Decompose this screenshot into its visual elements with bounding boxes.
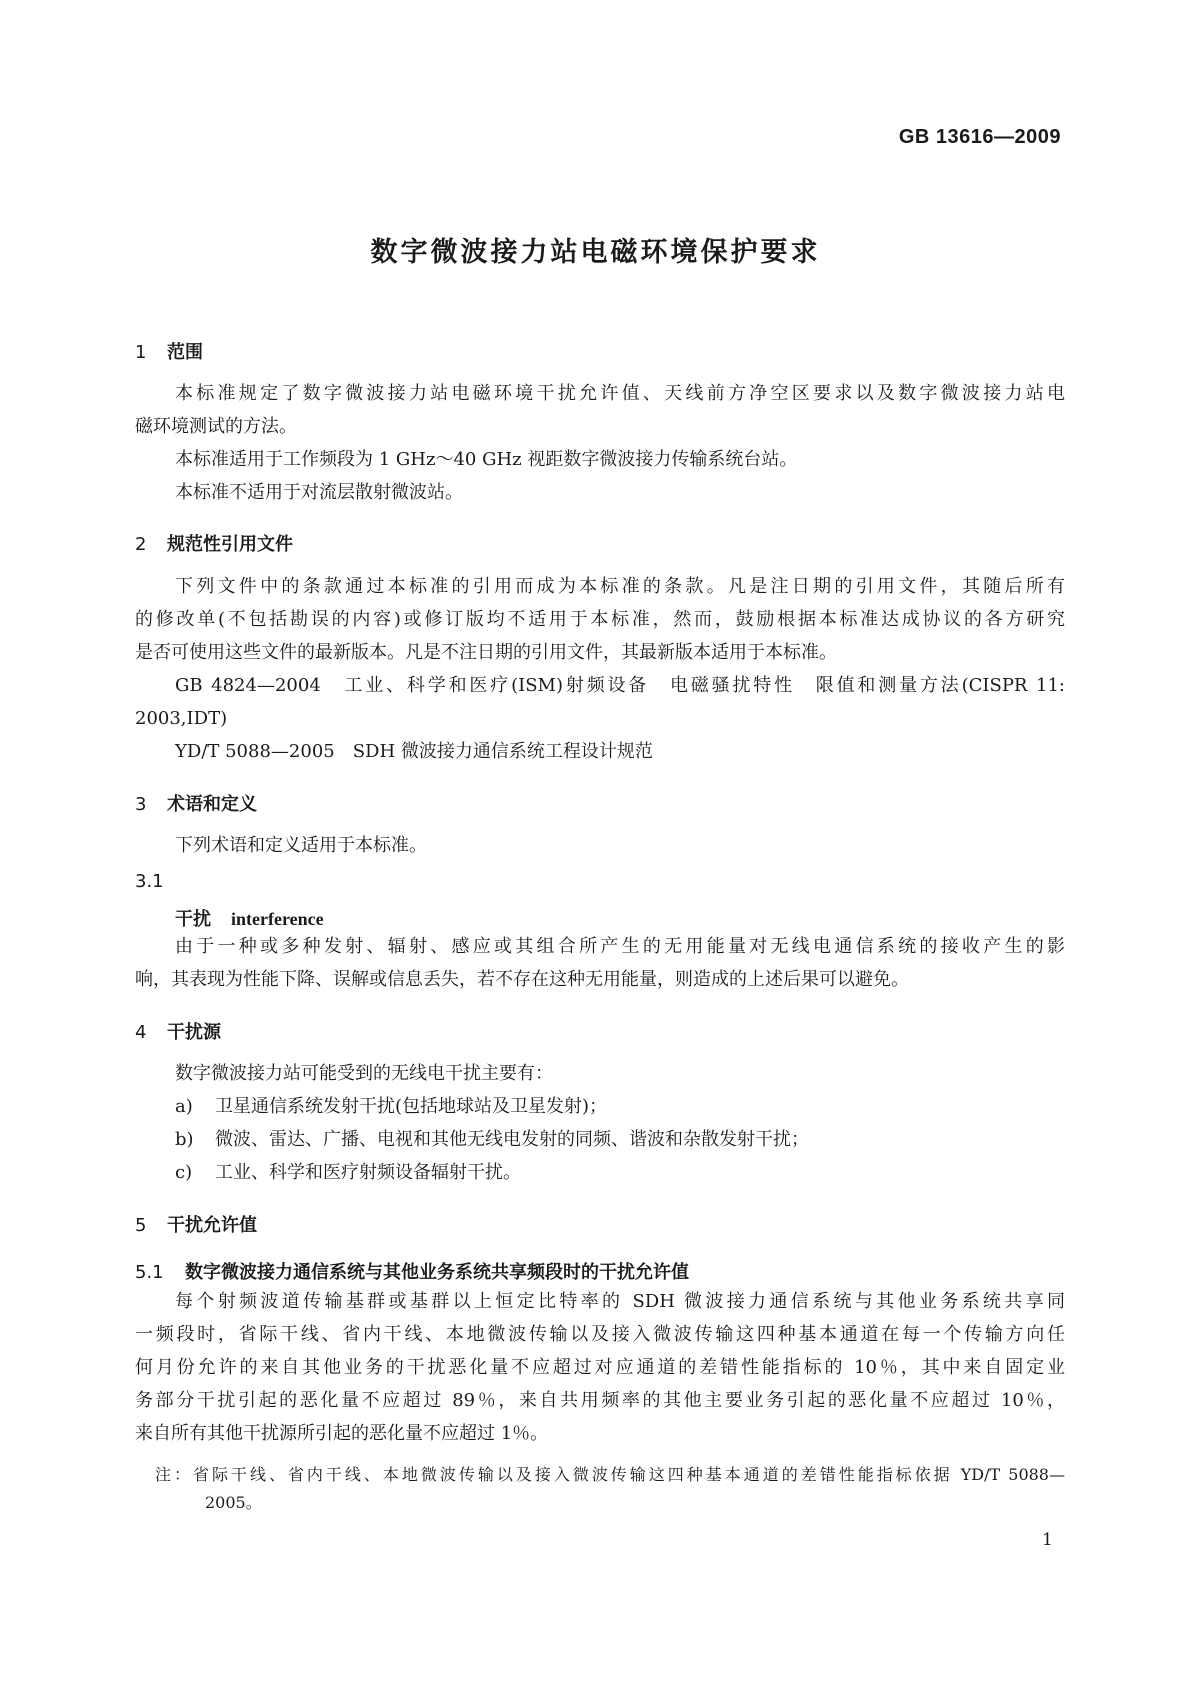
- definition-line: 由于一种或多种发射、辐射、感应或其组合所产生的无用能量对无线电通信系统的接收产生的影: [175, 936, 1065, 957]
- subsection-5-1-heading: [135, 1258, 689, 1284]
- list-item-text: 工业、科学和医疗射频设备辐射干扰。: [215, 1162, 521, 1183]
- list-item-text: 微波、雷达、广播、电视和其他无线电发射的同频、谐波和杂散发射干扰；: [215, 1129, 809, 1150]
- section-number: 1: [135, 342, 147, 363]
- paragraph-line: 下列文件中的条款通过本标准的引用而成为本标准的条款。凡是注日期的引用文件，其随后所有: [175, 576, 1065, 597]
- section-title: 干扰允许值: [167, 1215, 257, 1236]
- standard-code: GB 13616—2009: [898, 126, 1061, 148]
- note-line: 注：省际干线、省内干线、本地微波传输以及接入微波传输这四种基本通道的差错性能指标依据 YD/T 5088—: [155, 1465, 1065, 1484]
- subsection-number: 5.1: [135, 1262, 164, 1283]
- paragraph-line: 何月份允许的来自其他业务的干扰恶化量不应超过对应通道的差错性能指标的 10％，其中来自固定业: [135, 1357, 1065, 1378]
- paragraph: 本标准适用于工作频段为 1 GHz～40 GHz 视距数字微波接力传输系统台站。: [175, 449, 798, 470]
- note-line: 2005。: [205, 1493, 262, 1512]
- section-1-heading: [135, 338, 203, 364]
- list-item-text: 卫星通信系统发射干扰(包括地球站及卫星发射)；: [215, 1096, 608, 1117]
- reference-line: 2003,IDT): [135, 708, 228, 729]
- page-number: 1: [1042, 1530, 1053, 1550]
- section-3-heading: [135, 790, 257, 816]
- list-item: [175, 1098, 607, 1116]
- section-title: 规范性引用文件: [167, 534, 293, 555]
- list-item-label: a): [175, 1096, 193, 1117]
- paragraph-line: 每个射频波道传输基群或基群以上恒定比特率的 SDH 微波接力通信系统与其他业务系统共享同: [175, 1291, 1065, 1312]
- document-title: 数字微波接力站电磁环境保护要求: [370, 237, 821, 268]
- subsection-title: 数字微波接力通信系统与其他业务系统共享频段时的干扰允许值: [185, 1262, 689, 1283]
- section-2-heading: [135, 530, 293, 556]
- section-title: 干扰源: [167, 1022, 221, 1043]
- list-item-label: b): [175, 1129, 194, 1150]
- paragraph-line: 磁环境测试的方法。: [135, 416, 297, 437]
- section-4-heading: [135, 1018, 221, 1044]
- section-title: 术语和定义: [167, 794, 257, 815]
- reference-line: GB 4824—2004 工业、科学和医疗(ISM)射频设备 电磁骚扰特性 限值和测量方法(CISPR 11:: [175, 675, 1065, 696]
- section-number: 4: [135, 1022, 147, 1043]
- term-chinese: 干扰: [175, 909, 211, 930]
- definition-line: 响，其表现为性能下降、误解或信息丢失，若不存在这种无用能量，则造成的上述后果可以避免。: [135, 969, 909, 990]
- section-5-heading: [135, 1211, 257, 1237]
- list-item-label: c): [175, 1162, 193, 1183]
- paragraph: 下列术语和定义适用于本标准。: [175, 835, 427, 856]
- paragraph: 本标准不适用于对流层散射微波站。: [175, 482, 463, 503]
- section-number: 2: [135, 534, 147, 555]
- list-item: [175, 1131, 809, 1149]
- reference-line: YD/T 5088—2005 SDH 微波接力通信系统工程设计规范: [175, 741, 653, 762]
- paragraph: 数字微波接力站可能受到的无线电干扰主要有：: [175, 1063, 553, 1084]
- section-number: 5: [135, 1215, 147, 1236]
- paragraph-line: 是否可使用这些文件的最新版本。凡是不注日期的引用文件，其最新版本适用于本标准。: [135, 642, 837, 663]
- paragraph-line: 本标准规定了数字微波接力站电磁环境干扰允许值、天线前方净空区要求以及数字微波接力站电: [175, 383, 1065, 404]
- list-item: [175, 1164, 521, 1182]
- term-english: interference: [231, 909, 324, 929]
- paragraph-line: 来自所有其他干扰源所引起的恶化量不应超过 1％。: [135, 1423, 549, 1444]
- section-number: 3: [135, 794, 147, 815]
- term-heading: [175, 905, 324, 931]
- subsection-number: 3.1: [135, 871, 164, 892]
- paragraph-line: 的修改单(不包括勘误的内容)或修订版均不适用于本标准，然而，鼓励根据本标准达成协议的各方研究: [135, 609, 1065, 630]
- section-title: 范围: [167, 342, 203, 363]
- paragraph-line: 一频段时，省际干线、省内干线、本地微波传输以及接入微波传输这四种基本通道在每一个传输方向任: [135, 1324, 1065, 1345]
- paragraph-line: 务部分干扰引起的恶化量不应超过 89％，来自共用频率的其他主要业务引起的恶化量不应超过 10％，: [135, 1390, 1065, 1411]
